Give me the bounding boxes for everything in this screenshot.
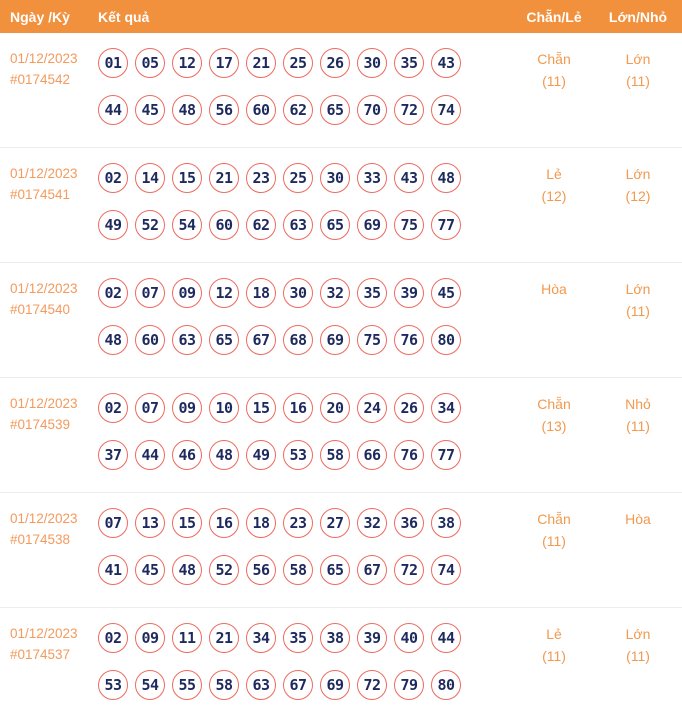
numbers-line-2 [98, 670, 508, 700]
draw-id: #0174541 [10, 187, 71, 202]
number-ball: 65 [320, 210, 350, 240]
number-ball: 79 [394, 670, 424, 700]
draw-id: #0174542 [10, 72, 71, 87]
number-ball: 65 [320, 555, 350, 585]
lon-nho-count: (11) [626, 303, 650, 319]
draw-date: 01/12/2023 [10, 166, 78, 181]
number-ball: 30 [283, 278, 313, 308]
draw-date: 01/12/2023 [10, 396, 78, 411]
number-ball: 13 [135, 508, 165, 538]
number-ball: 54 [135, 670, 165, 700]
number-ball: 01 [98, 48, 128, 78]
number-ball: 74 [431, 95, 461, 125]
number-ball: 27 [320, 508, 350, 538]
result-row [0, 33, 682, 148]
chan-le-count: (11) [542, 73, 566, 89]
lon-nho-value: Lớn [625, 626, 651, 642]
number-ball: 63 [172, 325, 202, 355]
number-ball: 72 [394, 95, 424, 125]
number-ball: 32 [357, 508, 387, 538]
number-ball: 63 [246, 670, 276, 700]
number-ball: 09 [172, 393, 202, 423]
number-ball: 41 [98, 555, 128, 585]
number-ball: 60 [246, 95, 276, 125]
header-chan-le: Chẵn/Lẻ [526, 8, 582, 25]
header-ket-qua: Kết quả [98, 8, 150, 25]
number-ball: 18 [246, 278, 276, 308]
number-ball: 76 [394, 440, 424, 470]
chan-le-cell [508, 393, 600, 492]
number-ball: 10 [209, 393, 239, 423]
numbers-line-2 [98, 95, 508, 125]
chan-le-count: (11) [542, 648, 566, 664]
results-table-header [0, 0, 682, 33]
draw-info-cell [0, 278, 88, 377]
lon-nho-count: (11) [626, 418, 650, 434]
number-ball: 49 [98, 210, 128, 240]
number-ball: 56 [246, 555, 276, 585]
number-ball: 30 [320, 163, 350, 193]
number-ball: 43 [431, 48, 461, 78]
numbers-line-1 [98, 278, 508, 308]
number-ball: 39 [357, 623, 387, 653]
number-ball: 15 [172, 508, 202, 538]
number-ball: 21 [246, 48, 276, 78]
numbers-cell [88, 393, 508, 492]
number-ball: 68 [283, 325, 313, 355]
number-ball: 02 [98, 623, 128, 653]
number-ball: 58 [209, 670, 239, 700]
number-ball: 38 [431, 508, 461, 538]
number-ball: 48 [172, 555, 202, 585]
lon-nho-cell [600, 393, 682, 492]
number-ball: 48 [98, 325, 128, 355]
header-ngay-ky: Ngày /Kỳ [10, 8, 70, 25]
number-ball: 48 [209, 440, 239, 470]
number-ball: 02 [98, 163, 128, 193]
results-rows [0, 33, 682, 710]
number-ball: 69 [357, 210, 387, 240]
number-ball: 15 [172, 163, 202, 193]
number-ball: 25 [283, 163, 313, 193]
number-ball: 65 [320, 95, 350, 125]
number-ball: 09 [135, 623, 165, 653]
number-ball: 75 [357, 325, 387, 355]
number-ball: 43 [394, 163, 424, 193]
result-row [0, 378, 682, 493]
number-ball: 44 [98, 95, 128, 125]
lon-nho-cell [600, 508, 682, 607]
number-ball: 40 [394, 623, 424, 653]
chan-le-cell [508, 508, 600, 607]
result-row [0, 608, 682, 710]
number-ball: 49 [246, 440, 276, 470]
number-ball: 74 [431, 555, 461, 585]
chan-le-value: Hòa [541, 281, 567, 297]
number-ball: 07 [135, 393, 165, 423]
number-ball: 67 [283, 670, 313, 700]
numbers-line-2 [98, 440, 508, 470]
number-ball: 37 [98, 440, 128, 470]
chan-le-count: (13) [541, 418, 567, 434]
number-ball: 72 [357, 670, 387, 700]
number-ball: 34 [246, 623, 276, 653]
draw-date: 01/12/2023 [10, 51, 78, 66]
number-ball: 46 [172, 440, 202, 470]
number-ball: 12 [209, 278, 239, 308]
number-ball: 18 [246, 508, 276, 538]
numbers-line-2 [98, 555, 508, 585]
number-ball: 77 [431, 440, 461, 470]
numbers-cell [88, 508, 508, 607]
lon-nho-cell [600, 623, 682, 710]
numbers-line-1 [98, 508, 508, 538]
numbers-line-1 [98, 48, 508, 78]
number-ball: 26 [320, 48, 350, 78]
chan-le-cell [508, 48, 600, 147]
number-ball: 14 [135, 163, 165, 193]
number-ball: 54 [172, 210, 202, 240]
number-ball: 24 [357, 393, 387, 423]
chan-le-value: Chẵn [537, 51, 571, 67]
chan-le-count: (11) [542, 533, 566, 549]
number-ball: 38 [320, 623, 350, 653]
lon-nho-count: (11) [626, 648, 650, 664]
draw-info-cell [0, 48, 88, 147]
header-lon-nho: Lớn/Nhỏ [608, 8, 668, 25]
number-ball: 23 [283, 508, 313, 538]
number-ball: 32 [320, 278, 350, 308]
number-ball: 26 [394, 393, 424, 423]
number-ball: 21 [209, 623, 239, 653]
number-ball: 75 [394, 210, 424, 240]
numbers-line-1 [98, 393, 508, 423]
number-ball: 70 [357, 95, 387, 125]
number-ball: 05 [135, 48, 165, 78]
chan-le-value: Chẵn [537, 396, 571, 412]
draw-date: 01/12/2023 [10, 511, 78, 526]
number-ball: 53 [98, 670, 128, 700]
lon-nho-value: Lớn [625, 166, 651, 182]
lon-nho-value: Nhỏ [625, 396, 651, 412]
number-ball: 09 [172, 278, 202, 308]
lon-nho-value: Hòa [625, 511, 651, 527]
lon-nho-count: (11) [626, 73, 650, 89]
draw-info-cell [0, 623, 88, 710]
draw-id: #0174540 [10, 302, 71, 317]
number-ball: 72 [394, 555, 424, 585]
draw-info-cell [0, 508, 88, 607]
numbers-line-1 [98, 623, 508, 653]
number-ball: 52 [209, 555, 239, 585]
numbers-cell [88, 163, 508, 262]
chan-le-cell [508, 163, 600, 262]
lon-nho-count: (12) [625, 188, 651, 204]
number-ball: 11 [172, 623, 202, 653]
number-ball: 65 [209, 325, 239, 355]
chan-le-value: Lẻ [546, 166, 562, 182]
lon-nho-cell [600, 48, 682, 147]
numbers-line-2 [98, 210, 508, 240]
numbers-cell [88, 48, 508, 147]
number-ball: 16 [209, 508, 239, 538]
number-ball: 02 [98, 278, 128, 308]
draw-id: #0174537 [10, 647, 71, 662]
number-ball: 67 [357, 555, 387, 585]
number-ball: 44 [135, 440, 165, 470]
number-ball: 76 [394, 325, 424, 355]
number-ball: 62 [246, 210, 276, 240]
number-ball: 80 [431, 670, 461, 700]
numbers-cell [88, 623, 508, 710]
draw-id: #0174538 [10, 532, 71, 547]
result-row [0, 263, 682, 378]
draw-id: #0174539 [10, 417, 71, 432]
chan-le-cell [508, 623, 600, 710]
number-ball: 45 [135, 95, 165, 125]
number-ball: 02 [98, 393, 128, 423]
lon-nho-value: Lớn [625, 51, 651, 67]
number-ball: 20 [320, 393, 350, 423]
number-ball: 58 [283, 555, 313, 585]
draw-date: 01/12/2023 [10, 626, 78, 641]
draw-info-cell [0, 163, 88, 262]
number-ball: 48 [431, 163, 461, 193]
number-ball: 33 [357, 163, 387, 193]
number-ball: 17 [209, 48, 239, 78]
number-ball: 12 [172, 48, 202, 78]
number-ball: 69 [320, 670, 350, 700]
number-ball: 07 [98, 508, 128, 538]
number-ball: 69 [320, 325, 350, 355]
chan-le-value: Chẵn [537, 511, 571, 527]
number-ball: 55 [172, 670, 202, 700]
number-ball: 52 [135, 210, 165, 240]
number-ball: 58 [320, 440, 350, 470]
number-ball: 63 [283, 210, 313, 240]
chan-le-count: (12) [541, 188, 567, 204]
number-ball: 23 [246, 163, 276, 193]
number-ball: 48 [172, 95, 202, 125]
number-ball: 80 [431, 325, 461, 355]
result-row [0, 493, 682, 608]
number-ball: 62 [283, 95, 313, 125]
chan-le-value: Lẻ [546, 626, 562, 642]
lon-nho-value: Lớn [625, 281, 651, 297]
number-ball: 16 [283, 393, 313, 423]
number-ball: 39 [394, 278, 424, 308]
number-ball: 66 [357, 440, 387, 470]
number-ball: 60 [209, 210, 239, 240]
number-ball: 44 [431, 623, 461, 653]
result-row [0, 148, 682, 263]
numbers-cell [88, 278, 508, 377]
draw-date: 01/12/2023 [10, 281, 78, 296]
number-ball: 56 [209, 95, 239, 125]
draw-info-cell [0, 393, 88, 492]
number-ball: 67 [246, 325, 276, 355]
number-ball: 15 [246, 393, 276, 423]
number-ball: 30 [357, 48, 387, 78]
number-ball: 35 [357, 278, 387, 308]
lon-nho-cell [600, 278, 682, 377]
chan-le-cell [508, 278, 600, 377]
number-ball: 21 [209, 163, 239, 193]
number-ball: 60 [135, 325, 165, 355]
number-ball: 34 [431, 393, 461, 423]
number-ball: 77 [431, 210, 461, 240]
number-ball: 45 [135, 555, 165, 585]
number-ball: 53 [283, 440, 313, 470]
number-ball: 35 [283, 623, 313, 653]
number-ball: 45 [431, 278, 461, 308]
number-ball: 07 [135, 278, 165, 308]
number-ball: 25 [283, 48, 313, 78]
numbers-line-2 [98, 325, 508, 355]
number-ball: 35 [394, 48, 424, 78]
numbers-line-1 [98, 163, 508, 193]
lon-nho-cell [600, 163, 682, 262]
number-ball: 36 [394, 508, 424, 538]
